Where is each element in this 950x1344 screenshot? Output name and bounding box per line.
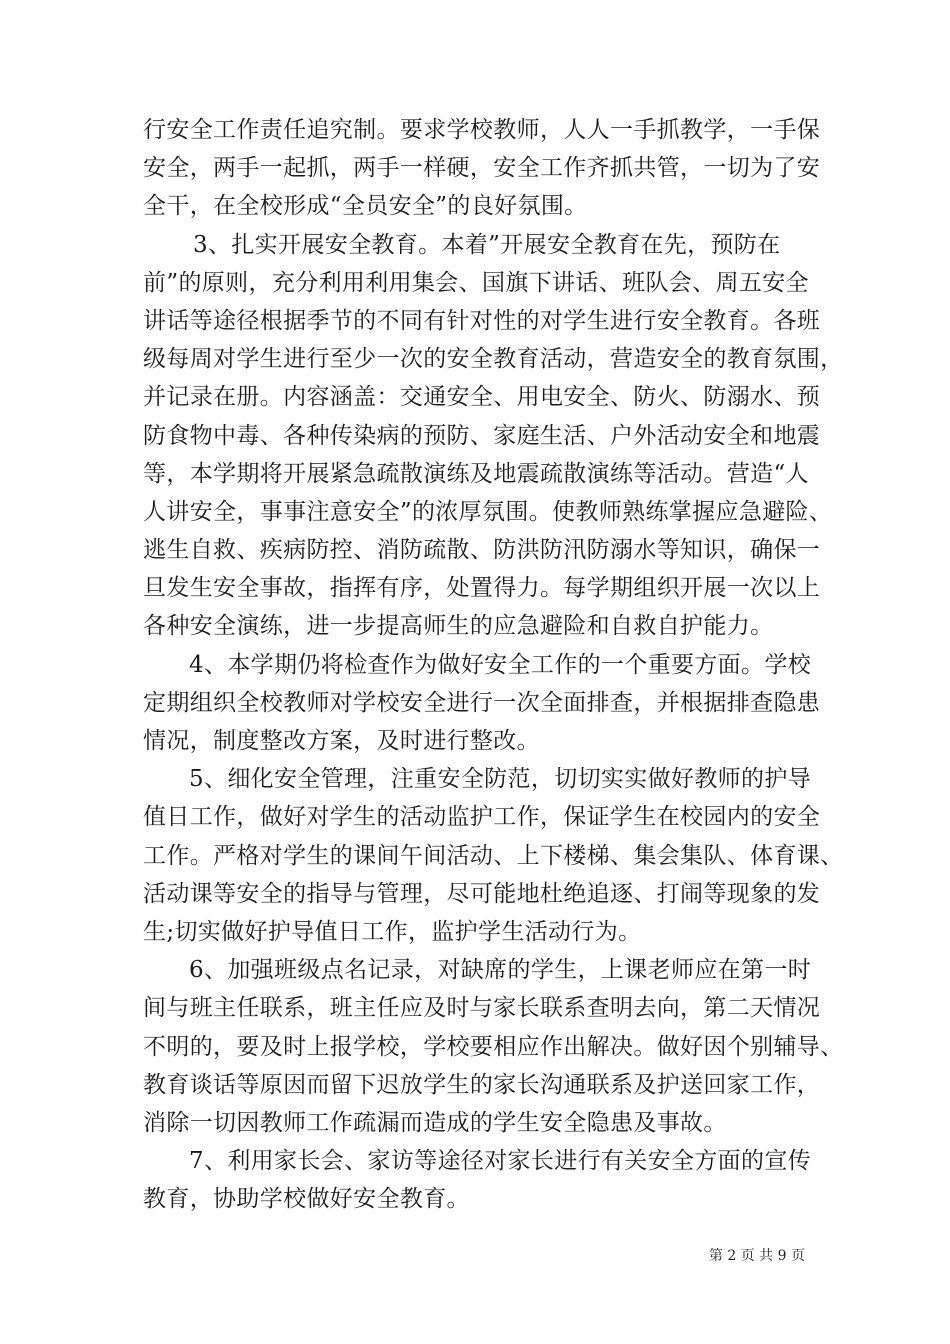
- text-line: 安全，两手一起抓，两手一样硬，安全工作齐抓共管，一切为了安: [143, 155, 821, 182]
- document-body: [143, 111, 844, 1218]
- text-line: 不明的，要及时上报学校，学校要相应作出解决。做好因个别辅导、: [143, 1033, 844, 1060]
- paragraph-3-start: 3、扎实开展安全教育。本着”开展安全教育在先，预防在: [193, 231, 781, 258]
- text-line: 等，本学期将开展紧急疏散演练及地震疏散演练等活动。营造“人: [143, 460, 809, 487]
- text-line: 生;切实做好护导值日工作，监护学生活动行为。: [143, 918, 642, 945]
- text-line: 工作。严格对学生的课间午间活动、上下楼梯、集会集队、体育课、: [143, 842, 844, 869]
- text-line: 值日工作，做好对学生的活动监护工作，保证学生在校园内的安全: [143, 804, 821, 831]
- paragraph-7-start: 7、利用家长会、家访等途径对家长进行有关安全方面的宣传: [189, 1148, 812, 1175]
- text-line: 定期组织全校教师对学校安全进行一次全面排查，并根据排查隐患: [143, 689, 821, 716]
- text-line: 逃生自救、疾病防控、消防疏散、防洪防汛防溺水等知识，确保一: [143, 537, 821, 564]
- text-line: 全干，在全校形成“全员安全”的良好氛围。: [143, 193, 588, 220]
- text-line: 前”的原则，充分利用利用集会、国旗下讲话、班队会、周五安全: [143, 269, 809, 296]
- text-line: 消除一切因教师工作疏漏而造成的学生安全隐患及事故。: [143, 1109, 727, 1136]
- text-line: 防食物中毒、各种传染病的预防、家庭生活、户外活动安全和地震: [143, 422, 821, 449]
- paragraph-4-start: 4、本学期仍将检查作为做好安全工作的一个重要方面。学校: [189, 651, 812, 678]
- paragraph-5-start: 5、细化安全管理，注重安全防范，切切实实做好教师的护导: [189, 766, 812, 793]
- page-number-footer: 第 2 页 共 9 页: [708, 1248, 805, 1264]
- text-line: 教育谈话等原因而留下迟放学生的家长沟通联系及护送回家工作，: [143, 1071, 821, 1098]
- text-line: 级每周对学生进行至少一次的安全教育活动，营造安全的教育氛围，: [143, 346, 844, 373]
- text-line: 间与班主任联系，班主任应及时与家长联系查明去向，第二天情况: [143, 995, 821, 1022]
- text-line: 讲话等途径根据季节的不同有针对性的对学生进行安全教育。各班: [143, 307, 821, 334]
- text-line: 各种安全演练，进一步提高师生的应急避险和自救自护能力。: [143, 613, 774, 640]
- text-line: 并记录在册。内容涵盖：交通安全、用电安全、防火、防溺水、预: [143, 384, 821, 411]
- text-line: 教育，协助学校做好安全教育。: [143, 1186, 470, 1213]
- text-line: 情况，制度整改方案，及时进行整改。: [143, 728, 540, 754]
- text-line: 活动课等安全的指导与管理，尽可能地杜绝追逐、打闹等现象的发: [143, 880, 821, 907]
- paragraph-6-start: 6、加强班级点名记录，对缺席的学生，上课老师应在第一时: [189, 957, 812, 984]
- text-line: 人讲安全，事事注意安全”的浓厚氛围。使教师熟练掌握应急避险、: [143, 498, 833, 525]
- text-line: 行安全工作责任追究制。要求学校教师，人人一手抓教学，一手保: [143, 117, 821, 143]
- text-line: 旦发生安全事故，指挥有序，处置得力。每学期组织开展一次以上: [143, 575, 821, 602]
